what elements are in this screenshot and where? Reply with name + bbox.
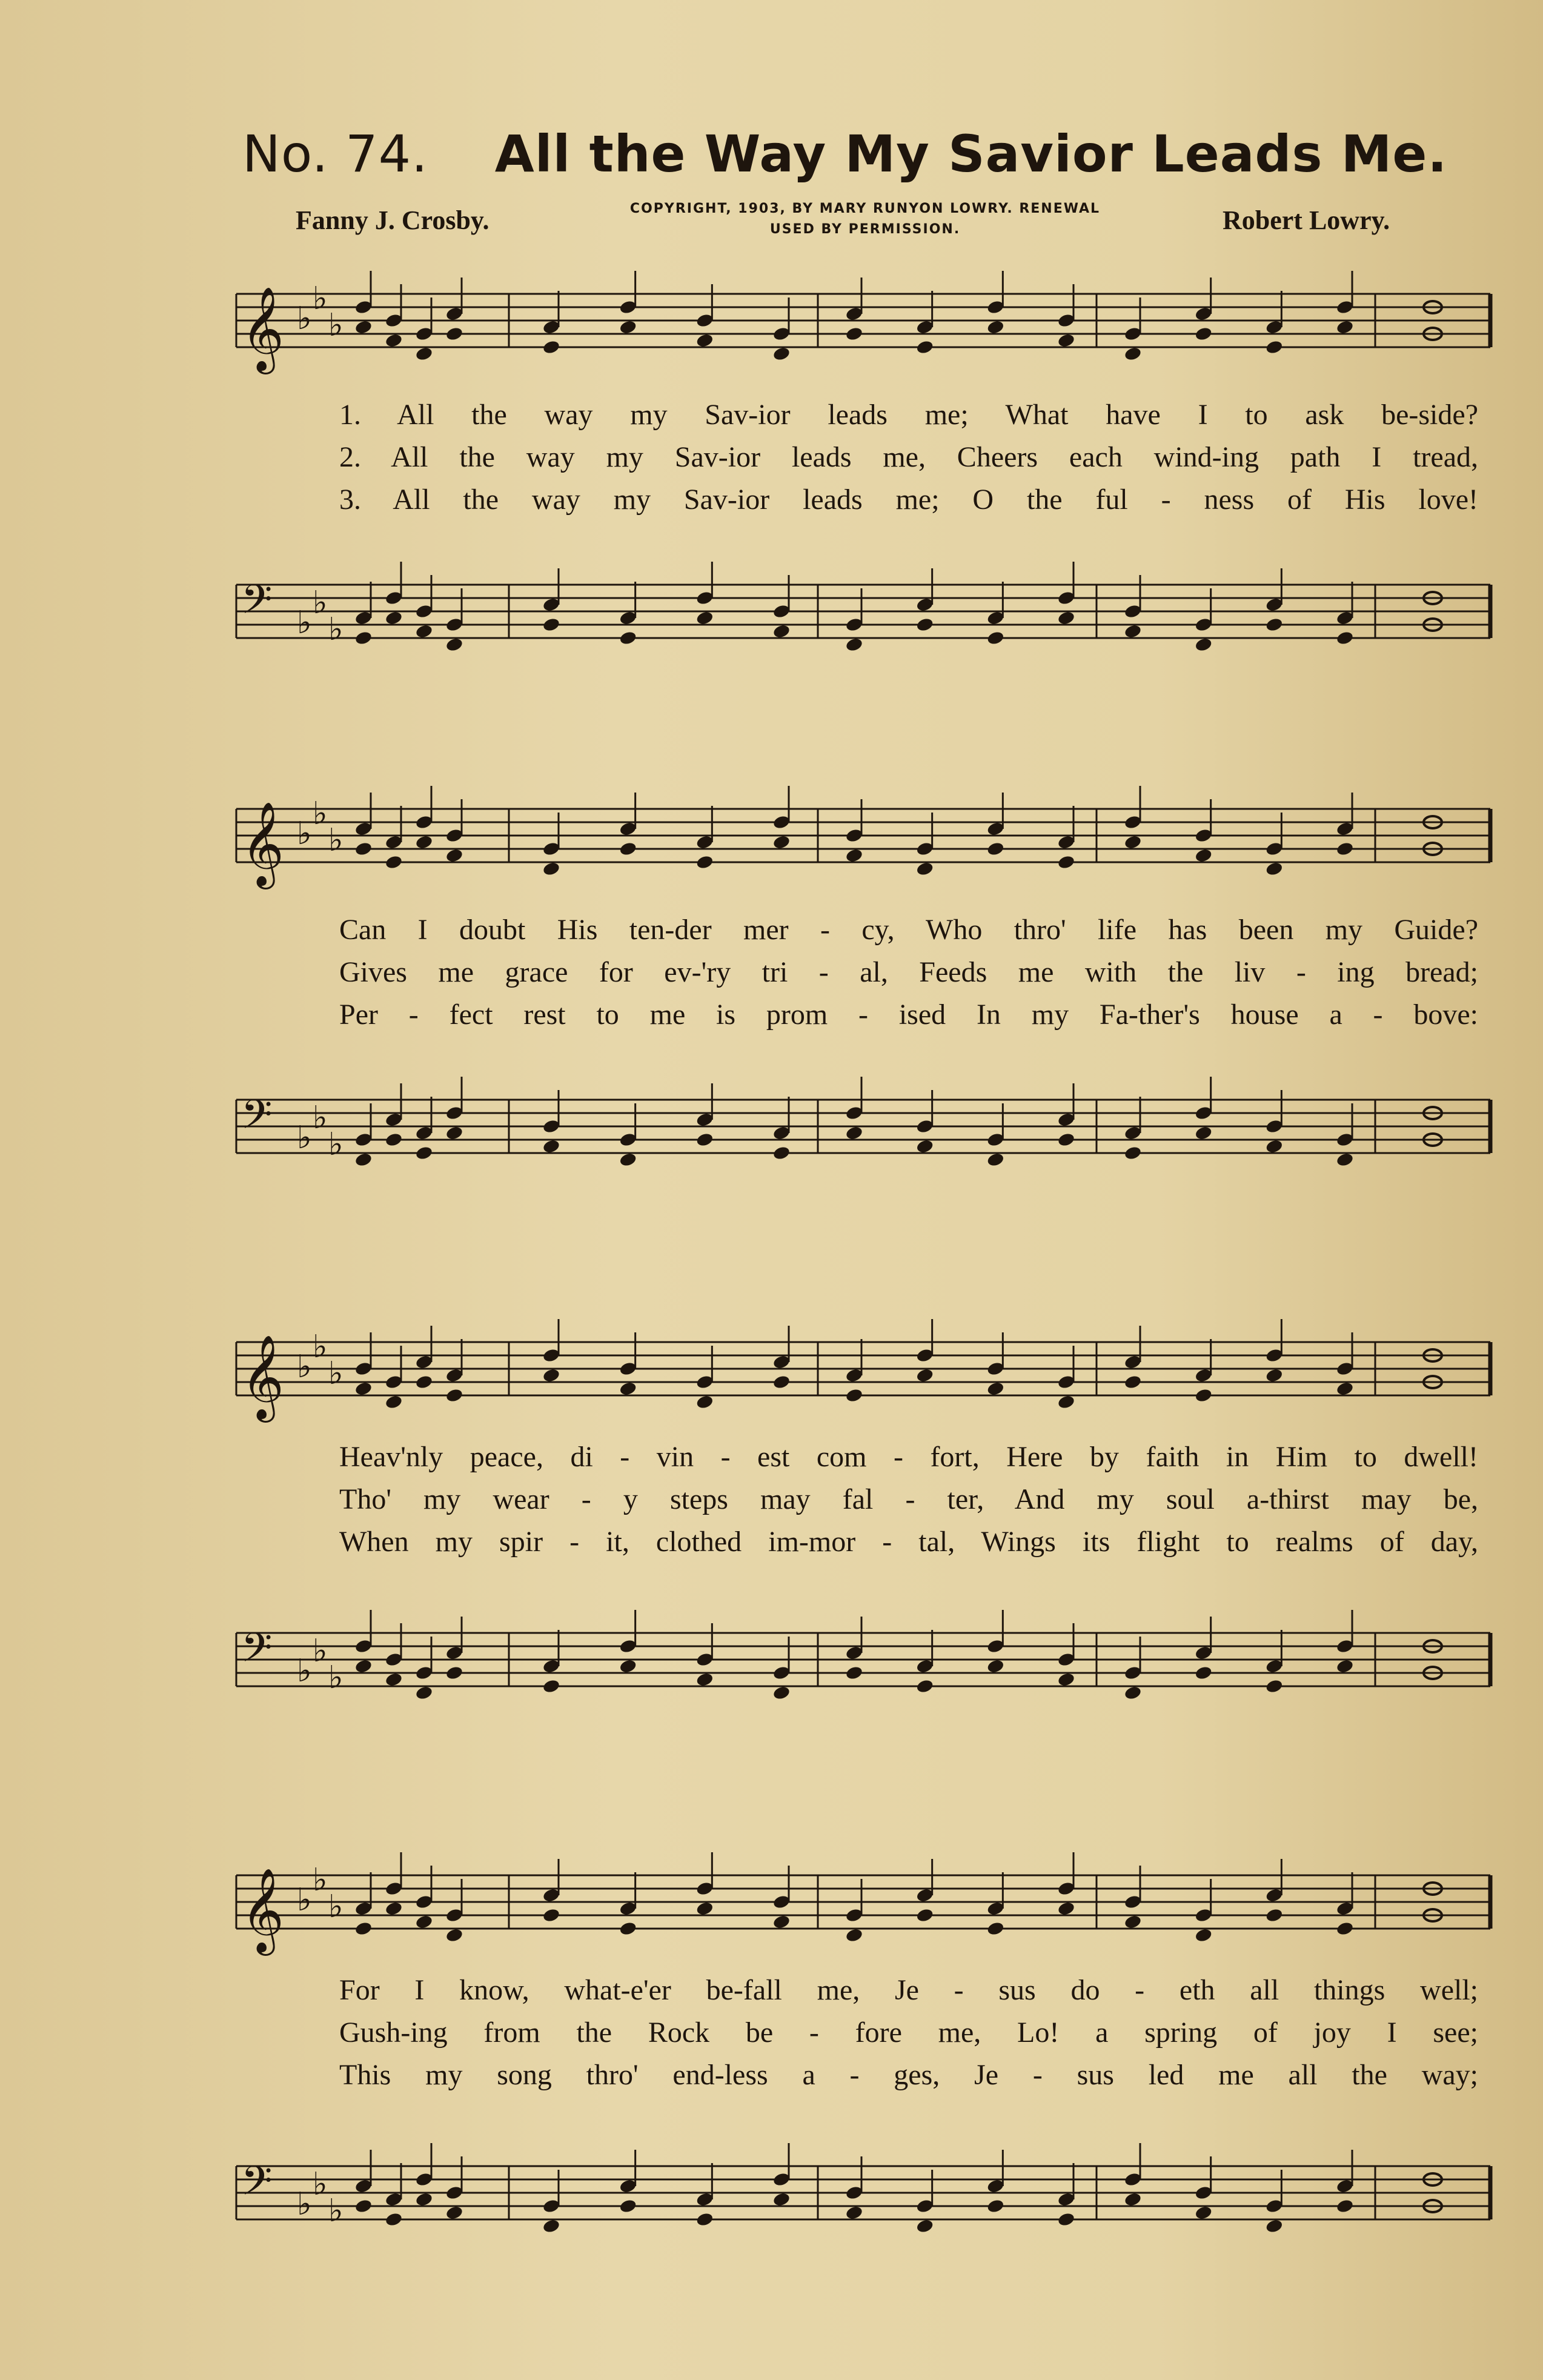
note-head — [845, 1125, 864, 1141]
note-head — [445, 2205, 464, 2221]
note-head — [772, 2192, 791, 2207]
note-head — [986, 1658, 1005, 1674]
treble-staff — [236, 1848, 1496, 1951]
flat-icon: ♭ — [313, 1862, 328, 1898]
flat-icon: ♭ — [328, 307, 343, 344]
note-head — [695, 1394, 714, 1410]
note-head — [445, 1125, 464, 1141]
note-head — [1057, 2212, 1076, 2227]
note-head — [415, 1145, 434, 1161]
treble-clef-icon: 𝄞 — [241, 1868, 284, 1952]
hymn-composer: Robert Lowry. — [1223, 205, 1390, 235]
note-head — [619, 1381, 637, 1397]
note-head — [1194, 637, 1213, 653]
flat-icon: ♭ — [313, 1329, 328, 1365]
bass-clef-icon: 𝄢 — [241, 576, 273, 633]
bass-staff — [236, 1606, 1496, 1709]
note-head — [1265, 861, 1284, 877]
treble-staff — [236, 1315, 1496, 1418]
note-head — [1194, 1665, 1213, 1681]
copyright-line-1: COPYRIGHT, 1903, BY MARY RUNYON LOWRY. RENEWAL — [629, 201, 1101, 216]
note-head — [1194, 1125, 1213, 1141]
note-head — [986, 1381, 1005, 1397]
note-head — [415, 1685, 434, 1701]
note-head — [415, 2192, 434, 2207]
note-head — [1124, 1374, 1143, 1390]
note-head — [772, 623, 791, 639]
lyric-verse-3: When my spir - it, clothed im-mor - tal, Wings its flight to realms of day, — [339, 1526, 1478, 1558]
note-head — [986, 1921, 1005, 1936]
music-system-3 — [236, 1303, 1496, 1763]
flat-icon: ♭ — [328, 611, 343, 648]
note-head — [915, 617, 934, 633]
bass-clef-icon: 𝄢 — [241, 2158, 273, 2214]
note-head — [542, 861, 561, 877]
note-head — [619, 841, 637, 857]
note-head — [1194, 848, 1213, 863]
note-head — [915, 2218, 934, 2234]
lyric-verse-1: Can I doubt His ten-der mer - cy, Who thro' life has been my Guide? — [339, 914, 1478, 946]
note-head — [1057, 1672, 1076, 1687]
treble-clef-icon: 𝄞 — [241, 802, 284, 886]
music-system-4 — [236, 1836, 1496, 2296]
note-head — [619, 319, 637, 335]
bass-clef-icon: 𝄢 — [241, 1091, 273, 1148]
hymn-title: All the Way My Savior Leads Me. — [494, 124, 1448, 184]
note-head — [1336, 1381, 1355, 1397]
note-head — [354, 319, 373, 335]
note-head — [772, 834, 791, 850]
lyric-verse-3: This my song thro' end-less a - ges, Je - sus led me all the way; — [339, 2059, 1478, 2091]
note-head — [354, 1921, 373, 1936]
flat-icon: ♭ — [328, 1889, 343, 1925]
flat-icon: ♭ — [297, 1349, 312, 1385]
flat-icon: ♭ — [328, 1660, 343, 1696]
note-head — [445, 637, 464, 653]
note-head — [772, 346, 791, 362]
note-head — [845, 1665, 864, 1681]
flat-icon: ♭ — [297, 1120, 312, 1156]
note-head — [1194, 1388, 1213, 1403]
note-head — [354, 1381, 373, 1397]
note-head — [385, 1394, 403, 1410]
note-head — [695, 610, 714, 626]
note-head — [1194, 1927, 1213, 1943]
note-head — [415, 346, 434, 362]
note-head — [385, 333, 403, 348]
note-head — [1124, 1914, 1143, 1930]
note-head — [915, 339, 934, 355]
note-head — [385, 1901, 403, 1916]
note-head — [772, 1374, 791, 1390]
music-system-2 — [236, 770, 1496, 1230]
note-head — [845, 848, 864, 863]
note-head — [1057, 333, 1076, 348]
note-head — [385, 2212, 403, 2227]
note-head — [542, 339, 561, 355]
flat-icon: ♭ — [297, 301, 312, 337]
note-head — [445, 1388, 464, 1403]
note-head — [1336, 841, 1355, 857]
note-head — [986, 841, 1005, 857]
note-head — [695, 854, 714, 870]
note-head — [354, 630, 373, 646]
note-head — [1124, 623, 1143, 639]
note-head — [1336, 319, 1355, 335]
note-head — [986, 630, 1005, 646]
note-head — [542, 1138, 561, 1154]
lyric-verse-1: 1. All the way my Sav-ior leads me; What have I to ask be-side? — [339, 399, 1478, 431]
lyrics-block — [339, 1969, 1478, 2096]
treble-staff — [236, 267, 1496, 370]
note-head — [385, 1672, 403, 1687]
lyric-verse-3: Per - fect rest to me is prom - ised In my Fa-ther's house a - bove: — [339, 999, 1478, 1031]
lyric-verse-2: Gives me grace for ev-'ry tri - al, Feeds me with the liv - ing bread; — [339, 956, 1478, 988]
note-head — [1265, 1678, 1284, 1694]
note-head — [619, 1152, 637, 1168]
flat-icon: ♭ — [297, 2186, 312, 2222]
note-head — [619, 2198, 637, 2214]
note-head — [445, 326, 464, 342]
lyrics-block — [339, 1436, 1478, 1563]
note-head — [1265, 617, 1284, 633]
note-head — [845, 1388, 864, 1403]
note-head — [986, 319, 1005, 335]
note-head — [1194, 2205, 1213, 2221]
note-head — [845, 637, 864, 653]
note-head — [1124, 834, 1143, 850]
flat-icon: ♭ — [313, 1100, 328, 1136]
note-head — [986, 1152, 1005, 1168]
flat-icon: ♭ — [313, 2166, 328, 2202]
note-head — [695, 1132, 714, 1148]
lyric-verse-1: For I know, what-e'er be-fall me, Je - sus do - eth all things well; — [339, 1974, 1478, 2006]
note-head — [1265, 1138, 1284, 1154]
note-head — [354, 2198, 373, 2214]
hymn-author: Fanny J. Crosby. — [296, 205, 489, 235]
note-head — [415, 1374, 434, 1390]
note-head — [915, 861, 934, 877]
note-head — [845, 2205, 864, 2221]
note-head — [415, 834, 434, 850]
note-head — [772, 1685, 791, 1701]
note-head — [445, 848, 464, 863]
note-head — [1265, 2218, 1284, 2234]
flat-icon: ♭ — [297, 605, 312, 641]
treble-clef-icon: 𝄞 — [241, 1335, 284, 1419]
note-head — [1124, 346, 1143, 362]
note-head — [915, 1368, 934, 1383]
flat-icon: ♭ — [328, 2193, 343, 2229]
note-head — [542, 1678, 561, 1694]
hymn-heading — [242, 124, 1447, 184]
note-head — [445, 1927, 464, 1943]
note-head — [1124, 1145, 1143, 1161]
note-head — [915, 1138, 934, 1154]
lyric-verse-2: 2. All the way my Sav-ior leads me, Cheers each wind-ing path I tread, — [339, 441, 1478, 473]
note-head — [915, 1907, 934, 1923]
note-head — [1336, 1921, 1355, 1936]
note-head — [695, 1672, 714, 1687]
flat-icon: ♭ — [297, 816, 312, 852]
note-head — [845, 326, 864, 342]
treble-clef-icon: 𝄞 — [241, 287, 284, 371]
note-head — [1124, 1685, 1143, 1701]
note-head — [1057, 854, 1076, 870]
flat-icon: ♭ — [328, 822, 343, 859]
note-head — [354, 1658, 373, 1674]
note-head — [415, 623, 434, 639]
note-head — [772, 1914, 791, 1930]
flat-icon: ♭ — [313, 281, 328, 317]
note-head — [445, 1665, 464, 1681]
flat-icon: ♭ — [328, 1355, 343, 1392]
hymn-number: No. 74. — [242, 124, 428, 184]
flat-icon: ♭ — [313, 1633, 328, 1669]
lyric-verse-2: Tho' my wear - y steps may fal - ter, And my soul a-thirst may be, — [339, 1483, 1478, 1515]
note-head — [385, 854, 403, 870]
bass-staff — [236, 557, 1496, 660]
note-head — [415, 1914, 434, 1930]
copyright-notice — [568, 199, 1162, 240]
note-head — [695, 2212, 714, 2227]
note-head — [385, 610, 403, 626]
flat-icon: ♭ — [313, 796, 328, 832]
lyric-verse-3: 3. All the way my Sav-ior leads me; O the ful - ness of His love! — [339, 484, 1478, 516]
note-head — [1057, 1901, 1076, 1916]
note-head — [1194, 326, 1213, 342]
note-head — [542, 2218, 561, 2234]
music-system-1 — [236, 254, 1496, 715]
flat-icon: ♭ — [297, 1882, 312, 1918]
note-head — [1265, 339, 1284, 355]
bass-staff — [236, 1072, 1496, 1175]
flat-icon: ♭ — [328, 1126, 343, 1163]
note-head — [1336, 2198, 1355, 2214]
note-head — [354, 1152, 373, 1168]
note-head — [845, 1927, 864, 1943]
bass-clef-icon: 𝄢 — [241, 1624, 273, 1681]
note-head — [542, 1907, 561, 1923]
lyrics-block — [339, 394, 1478, 521]
note-head — [1336, 1658, 1355, 1674]
flat-icon: ♭ — [313, 585, 328, 621]
note-head — [695, 333, 714, 348]
note-head — [915, 1678, 934, 1694]
bass-staff — [236, 2139, 1496, 2242]
note-head — [1057, 1132, 1076, 1148]
note-head — [619, 1921, 637, 1936]
note-head — [619, 1658, 637, 1674]
note-head — [385, 1132, 403, 1148]
note-head — [619, 630, 637, 646]
note-head — [542, 617, 561, 633]
note-head — [1057, 610, 1076, 626]
note-head — [542, 1368, 561, 1383]
note-head — [1265, 1368, 1284, 1383]
flat-icon: ♭ — [297, 1653, 312, 1689]
note-head — [1336, 630, 1355, 646]
note-head — [772, 1145, 791, 1161]
note-head — [695, 1901, 714, 1916]
note-head — [1336, 1152, 1355, 1168]
note-head — [1265, 1907, 1284, 1923]
note-head — [1057, 1394, 1076, 1410]
lyric-verse-2: Gush-ing from the Rock be - fore me, Lo! a spring of joy I see; — [339, 2016, 1478, 2049]
note-head — [354, 841, 373, 857]
note-head — [986, 2198, 1005, 2214]
lyrics-block — [339, 909, 1478, 1036]
treble-staff — [236, 782, 1496, 885]
lyric-verse-1: Heav'nly peace, di - vin - est com - fort, Here by faith in Him to dwell! — [339, 1441, 1478, 1473]
copyright-line-2: USED BY PERMISSION. — [769, 222, 961, 237]
note-head — [1124, 2192, 1143, 2207]
